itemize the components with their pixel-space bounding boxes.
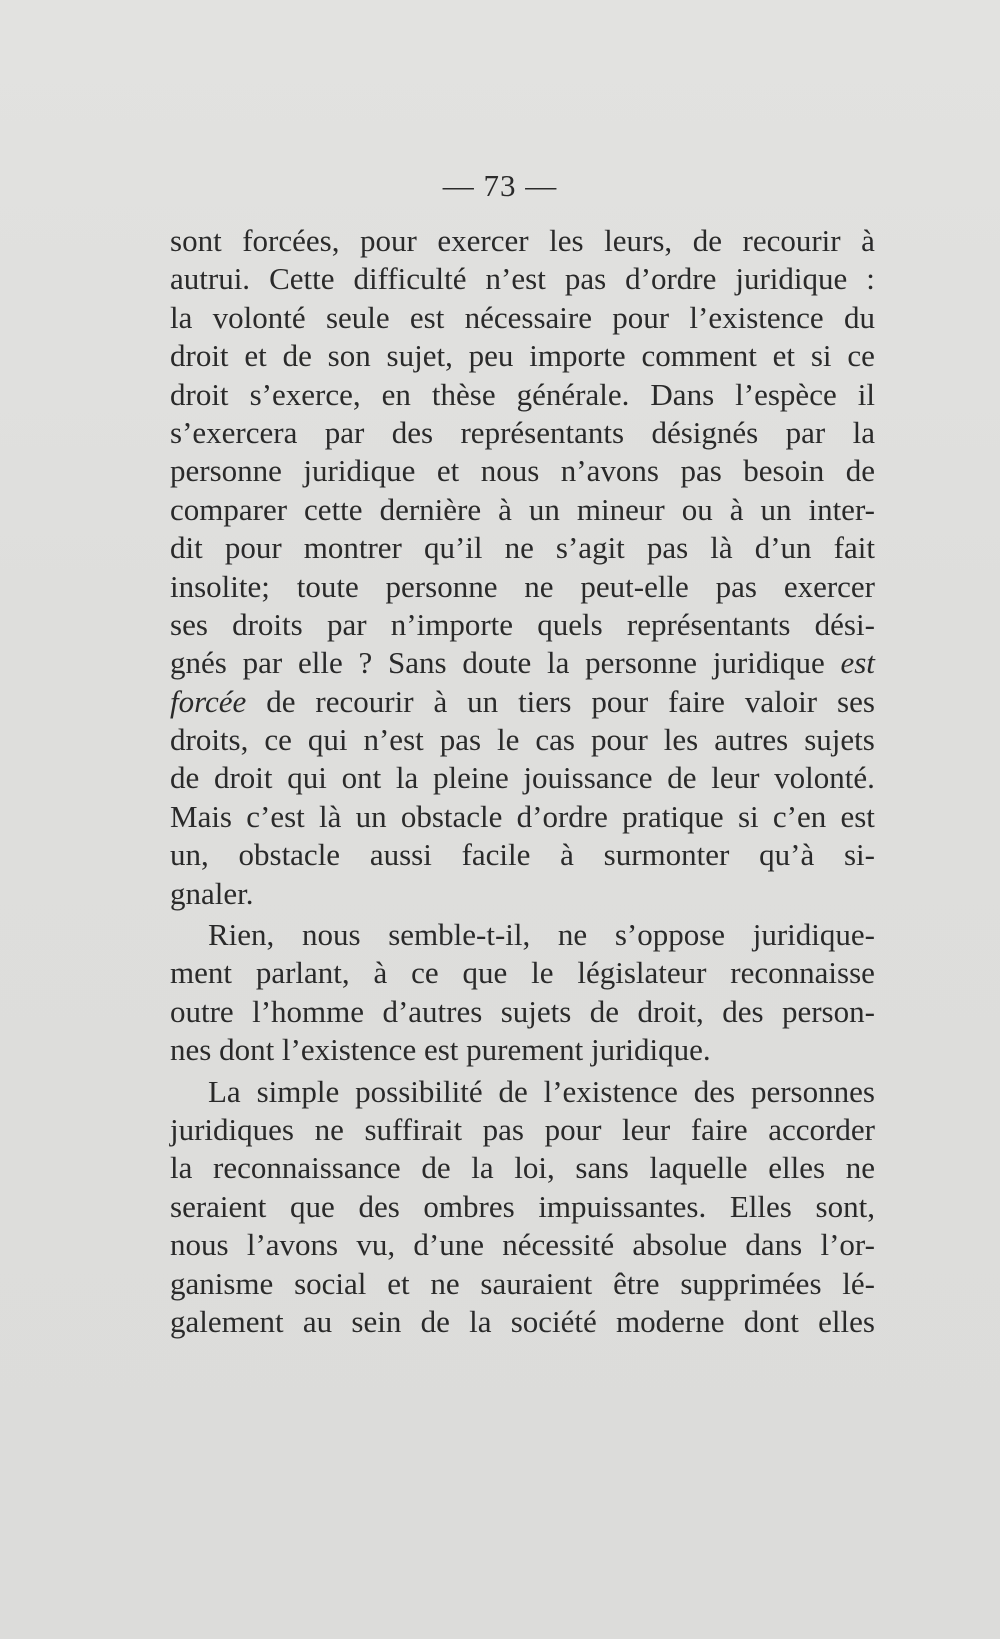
- word: juridiques: [170, 1111, 294, 1147]
- text-line: [170, 721, 875, 759]
- word: d’ordre: [625, 261, 717, 297]
- word: personnes: [750, 1073, 875, 1109]
- word: La: [208, 1073, 241, 1109]
- word: des: [358, 1188, 400, 1224]
- word: l’existence: [689, 299, 824, 335]
- word: la: [395, 760, 419, 796]
- word: valoir: [744, 683, 818, 719]
- word: droit: [170, 338, 229, 374]
- word: à: [861, 223, 875, 258]
- word: juridique: [303, 453, 416, 489]
- word: n’est: [485, 261, 546, 297]
- word: dési-: [814, 606, 875, 642]
- word: en: [381, 376, 411, 412]
- word: à: [433, 683, 448, 719]
- word: faire: [690, 1111, 748, 1147]
- word: importe: [529, 338, 626, 374]
- word: représentants: [626, 606, 791, 642]
- word: de: [282, 338, 312, 374]
- word: droits: [232, 606, 303, 642]
- word: dans: [745, 1227, 803, 1263]
- word: volonté.: [774, 760, 875, 796]
- word: Sans: [388, 645, 447, 681]
- word: la: [170, 299, 193, 335]
- word: ses: [837, 683, 875, 719]
- word: mineur: [576, 491, 665, 527]
- word: n’importe: [390, 606, 514, 642]
- word: Elles: [729, 1188, 792, 1224]
- word: galement: [170, 1303, 284, 1339]
- word: au: [302, 1303, 333, 1339]
- word: à: [498, 491, 512, 527]
- word: obstacle: [238, 837, 341, 873]
- word: de: [170, 760, 200, 796]
- word: d’une: [413, 1227, 484, 1263]
- word: du: [843, 299, 875, 335]
- word: ?: [358, 645, 373, 681]
- word: s’exerce,: [249, 376, 361, 412]
- text-line: [170, 993, 875, 1031]
- body-text: [170, 222, 875, 1341]
- word: des: [722, 993, 764, 1029]
- word: ont: [341, 760, 382, 796]
- word: pour: [590, 722, 648, 758]
- word: jouissance: [523, 760, 653, 796]
- word: laquelle: [649, 1150, 748, 1186]
- word: ce: [264, 722, 292, 758]
- word: représentants: [460, 414, 625, 450]
- word: comparer: [170, 491, 288, 527]
- word: sujet,: [386, 338, 453, 374]
- word: l’or-: [820, 1227, 875, 1263]
- word: simple: [256, 1073, 340, 1109]
- text-line: [170, 1265, 875, 1303]
- word: un: [528, 491, 560, 527]
- word: et: [387, 1265, 410, 1301]
- word: volonté: [212, 299, 306, 335]
- paragraph-2: [170, 916, 875, 1070]
- word: peut-elle: [580, 568, 689, 604]
- word: la: [546, 645, 570, 681]
- word: par: [324, 414, 365, 450]
- word: de: [421, 1150, 451, 1186]
- word: dit: [170, 530, 203, 566]
- word: l’existence: [543, 1073, 678, 1109]
- word: et: [436, 453, 460, 489]
- paragraph-1: [170, 222, 875, 913]
- word: ment: [170, 955, 232, 991]
- word: difficulté: [353, 261, 467, 297]
- italic-word: forcée: [170, 683, 247, 719]
- word: sont,: [815, 1188, 875, 1224]
- text-line: [170, 683, 875, 721]
- word: l’espèce: [735, 376, 837, 412]
- word: thèse: [431, 376, 496, 412]
- word: accorder: [768, 1111, 875, 1147]
- word: Cette: [269, 261, 335, 297]
- word: sujets: [804, 722, 875, 758]
- word: personne: [585, 645, 698, 681]
- word: pratique: [622, 798, 724, 834]
- word: de: [266, 683, 296, 719]
- word: nous: [480, 453, 540, 489]
- word: le: [531, 955, 554, 991]
- word: recourir: [742, 223, 841, 258]
- word: surmonter: [603, 837, 730, 873]
- word: si: [810, 338, 832, 374]
- word: lé-: [842, 1265, 875, 1301]
- word: à: [373, 955, 388, 991]
- word: Rien,: [208, 917, 275, 953]
- word: ne: [557, 917, 588, 953]
- word: besoin: [743, 453, 825, 489]
- word: de: [420, 1303, 450, 1339]
- word: il: [857, 376, 875, 412]
- text-line: [170, 222, 875, 260]
- word: exercer: [783, 568, 875, 604]
- text-line-last: [170, 875, 875, 913]
- word: s’agit: [555, 530, 625, 566]
- word: la: [471, 1150, 494, 1186]
- word: d’un: [754, 530, 812, 566]
- word: ne: [430, 1265, 460, 1301]
- word: seraient: [170, 1188, 267, 1224]
- word: sans: [575, 1150, 629, 1186]
- word: elle: [297, 645, 343, 681]
- word: un: [355, 798, 387, 834]
- text-line: [170, 1111, 875, 1149]
- word: ce: [847, 338, 875, 374]
- word: parlant,: [255, 955, 350, 991]
- word: s’exercera: [170, 414, 298, 450]
- word: droit,: [637, 993, 704, 1029]
- word: sein: [351, 1303, 402, 1339]
- word: que: [462, 955, 508, 991]
- word: tiers: [518, 683, 572, 719]
- word: être: [613, 1265, 660, 1301]
- word: faire: [668, 683, 725, 719]
- word: les: [663, 722, 699, 758]
- word: pour: [224, 530, 282, 566]
- word: pour: [591, 683, 649, 719]
- word: pas: [482, 1111, 524, 1147]
- word: le: [497, 722, 520, 758]
- word: la: [852, 414, 875, 450]
- word: nécessité: [502, 1227, 615, 1263]
- word: juridique: [712, 645, 825, 681]
- word: cette: [304, 491, 363, 527]
- page-number: — 73 —: [442, 168, 558, 203]
- word: nous: [301, 917, 361, 953]
- word: autres: [714, 722, 789, 758]
- word: suffirait: [364, 1111, 463, 1147]
- word: société: [510, 1303, 597, 1339]
- word: nécessaire: [464, 299, 593, 335]
- word: ses: [170, 606, 208, 642]
- word: qu’à: [759, 837, 815, 873]
- line-text: gnaler.: [170, 875, 254, 911]
- text-line: [170, 529, 875, 567]
- word: c’est: [246, 798, 305, 834]
- word: pour: [360, 223, 417, 258]
- text-line: [170, 491, 875, 529]
- text-line: [170, 759, 875, 797]
- word: insolite;: [170, 568, 270, 604]
- word: droit: [213, 760, 273, 796]
- word: ne: [504, 530, 534, 566]
- word: nous: [170, 1227, 229, 1263]
- word: dernière: [379, 491, 482, 527]
- word: leur: [622, 1111, 671, 1147]
- text-line: [170, 337, 875, 375]
- word: pour: [612, 299, 670, 335]
- text-line: [170, 1303, 875, 1341]
- word: si: [737, 798, 759, 834]
- word: qu’il: [423, 530, 483, 566]
- word: person-: [781, 993, 875, 1029]
- word: ne: [314, 1111, 344, 1147]
- word: loi,: [514, 1150, 555, 1186]
- word: est: [840, 798, 875, 834]
- text-line: [170, 376, 875, 414]
- word: sujets: [500, 993, 572, 1029]
- word: facile: [461, 837, 531, 873]
- word: n’avons: [560, 453, 659, 489]
- word: pas: [715, 568, 757, 604]
- word: reconnaissance: [213, 1150, 401, 1186]
- word: montrer: [303, 530, 402, 566]
- word: autrui.: [170, 261, 251, 297]
- word: législateur: [577, 955, 707, 991]
- word: c’en: [772, 798, 827, 834]
- word: un,: [170, 837, 209, 873]
- word: d’autres: [382, 993, 483, 1029]
- word: la: [469, 1303, 492, 1339]
- text-line: [170, 916, 875, 954]
- word: comment: [641, 338, 757, 374]
- word: de: [667, 760, 697, 796]
- word: forcées,: [242, 223, 340, 258]
- text-line-last: [170, 1031, 875, 1069]
- text-line: [170, 452, 875, 490]
- word: inter-: [808, 491, 875, 527]
- word: par: [785, 414, 826, 450]
- text-line: [170, 260, 875, 298]
- word: elles: [768, 1150, 826, 1186]
- word: possibilité: [355, 1073, 483, 1109]
- word: reconnaisse: [730, 955, 875, 991]
- text-line: [170, 798, 875, 836]
- word: d’ordre: [516, 798, 608, 834]
- word: gnés: [170, 645, 227, 681]
- word: pas: [439, 722, 482, 758]
- word: aussi: [369, 837, 432, 873]
- word: si-: [843, 837, 875, 873]
- word: sont: [170, 223, 222, 258]
- word: quels: [537, 606, 603, 642]
- text-line: [170, 299, 875, 337]
- word: ce: [411, 955, 439, 991]
- word: que: [290, 1188, 335, 1224]
- word: seule: [325, 299, 390, 335]
- word: désignés: [651, 414, 759, 450]
- word: et: [244, 338, 267, 374]
- word: l’homme: [252, 993, 365, 1029]
- word: pas: [680, 453, 722, 489]
- word: leurs,: [604, 223, 673, 258]
- word: fait: [833, 530, 875, 566]
- word: pas: [564, 261, 607, 297]
- word: elles: [818, 1303, 875, 1339]
- word: vu,: [356, 1227, 396, 1263]
- word: :: [866, 261, 875, 297]
- text-line: [170, 1149, 875, 1187]
- word: par: [242, 645, 283, 681]
- word: semble-t-il,: [388, 917, 531, 953]
- word: l’avons: [246, 1227, 339, 1263]
- word: qui: [287, 760, 327, 796]
- word: outre: [170, 993, 234, 1029]
- paragraph-3: [170, 1073, 875, 1342]
- word: ganisme: [170, 1265, 274, 1301]
- word: Dans: [650, 376, 715, 412]
- word: de: [845, 453, 875, 489]
- text-line: [170, 836, 875, 874]
- word: de: [589, 993, 620, 1029]
- word: Mais: [170, 798, 232, 834]
- word: cas: [535, 722, 575, 758]
- word: des: [391, 414, 434, 450]
- word: est: [409, 299, 445, 335]
- word: leur: [711, 760, 760, 796]
- word: à: [729, 491, 744, 527]
- word: doute: [462, 645, 532, 681]
- word: générale.: [516, 376, 630, 412]
- word: juridique-: [752, 917, 875, 953]
- word: personne: [385, 568, 498, 604]
- text-line: [170, 1073, 875, 1111]
- word: exercer: [437, 223, 529, 258]
- word: un: [467, 683, 499, 719]
- word: peu: [468, 338, 514, 374]
- text-line: [170, 644, 875, 682]
- italic-word: est: [840, 645, 875, 681]
- word: ou: [681, 491, 713, 527]
- text-line: [170, 606, 875, 644]
- word: la: [170, 1150, 193, 1186]
- word: à: [560, 837, 574, 873]
- word: de: [692, 223, 722, 258]
- word: juridique: [735, 261, 848, 297]
- word: absolue: [632, 1227, 728, 1263]
- word: s’oppose: [614, 917, 726, 953]
- word: personne: [170, 453, 282, 489]
- text-line: [170, 568, 875, 606]
- word: et: [772, 338, 796, 374]
- text-line: [170, 1188, 875, 1226]
- word: sauraient: [480, 1265, 593, 1301]
- word: recourir: [315, 683, 414, 719]
- word: social: [294, 1265, 367, 1301]
- word: un: [760, 491, 792, 527]
- line-text: nes dont l’existence est purement juridique.: [170, 1032, 711, 1068]
- word: qui: [307, 722, 348, 758]
- word: par: [326, 606, 367, 642]
- text-line: [170, 954, 875, 992]
- word: là: [710, 530, 733, 566]
- word: moderne: [616, 1303, 725, 1339]
- word: de: [498, 1073, 528, 1109]
- word: toute: [296, 568, 359, 604]
- word: impuissantes.: [538, 1188, 707, 1224]
- word: ombres: [423, 1188, 515, 1224]
- word: droits,: [170, 722, 249, 758]
- word: son: [327, 338, 371, 374]
- word: pleine: [432, 760, 509, 796]
- word: ne: [845, 1150, 875, 1186]
- word: droit: [170, 376, 229, 412]
- word: des: [693, 1073, 736, 1109]
- word: pas: [646, 530, 689, 566]
- text-line: [170, 1226, 875, 1264]
- word: les: [549, 223, 584, 258]
- text-line: [170, 414, 875, 452]
- word: obstacle: [400, 798, 503, 834]
- word: ne: [524, 568, 554, 604]
- word: là: [319, 798, 342, 834]
- word: supprimées: [680, 1265, 822, 1301]
- word: dont: [743, 1303, 799, 1339]
- word: pour: [544, 1111, 602, 1147]
- word: n’est: [363, 722, 424, 758]
